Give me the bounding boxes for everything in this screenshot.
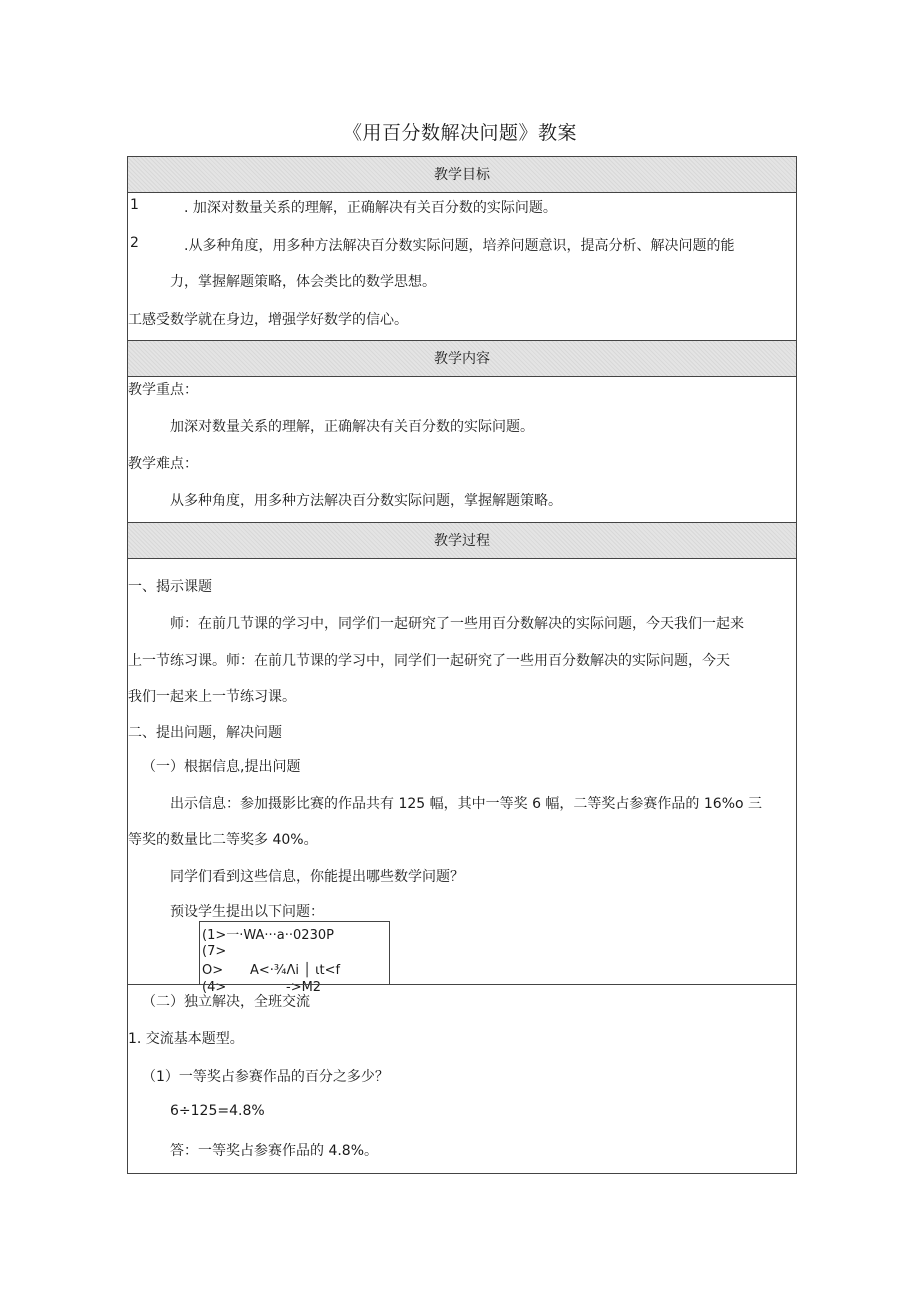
preset-question-3: O> [202, 963, 224, 978]
preset-question-4: (4> [202, 980, 227, 995]
exchange-title: 1. 交流基本题型。 [128, 1031, 244, 1047]
difficult-point-label: 教学难点： [128, 456, 198, 472]
part2-title: 二、提出问题，解决问题 [128, 725, 282, 741]
part1-line3: 我们一起来上一节练习课。 [128, 689, 296, 705]
preset-question-1: (1>一·WA···a··0230P [202, 928, 334, 943]
preset-question-2: (7> [202, 944, 227, 959]
key-point-label: 教学重点： [128, 382, 198, 398]
part1-title: 一、揭示课题 [128, 579, 212, 595]
goal-2-text-line1: .从多种角度，用多种方法解决百分数实际问题，培养问题意识，提高分析、解决问题的能 [184, 238, 735, 254]
difficult-point-text: 从多种角度，用多种方法解决百分数实际问题，掌握解题策略。 [170, 493, 562, 509]
sub1-title: （一）根据信息,提出问题 [142, 759, 301, 775]
question-1: （1）一等奖占参赛作品的百分之多少？ [142, 1069, 389, 1085]
answer: 答：一等奖占参赛作品的 4.8%。 [170, 1143, 379, 1159]
key-point-text: 加深对数量关系的理解，正确解决有关百分数的实际问题。 [170, 419, 534, 435]
calculation: 6÷125=4.8% [170, 1103, 265, 1119]
goal-1-number: 1 [130, 197, 139, 213]
divider [128, 984, 796, 985]
section-header-process: 教学过程 [128, 523, 796, 559]
part1-line2: 上一节练习课。师：在前几节课的学习中，同学们一起研究了一些用百分数解决的实际问题，今天 [128, 653, 730, 669]
page-title: 《用百分数解决问题》教案 [342, 122, 577, 144]
question-prompt: 同学们看到这些信息，你能提出哪些数学问题？ [170, 869, 464, 885]
section-header-goals: 教学目标 [128, 157, 796, 193]
lesson-plan-table [127, 156, 797, 1174]
preset-question-4-text: ->M2 [286, 980, 322, 995]
part1-line1: 师：在前几节课的学习中，同学们一起研究了一些用百分数解决的实际问题，今天我们一起来 [170, 616, 744, 632]
goal-2-number: 2 [130, 235, 139, 251]
section-header-content: 教学内容 [128, 341, 796, 377]
sub2-title: （二）独立解决，全班交流 [142, 994, 310, 1010]
goal-3-text: 工感受数学就在身边，增强学好数学的信心。 [128, 312, 408, 328]
info-line1: 出示信息：参加摄影比赛的作品共有 125 幅，其中一等奖 6 幅，二等奖占参赛作品的 16%o 三 [170, 796, 763, 812]
preset-questions-label: 预设学生提出以下问题： [170, 904, 324, 920]
preset-question-3-text: A<·¾Λi │ ιt<f [250, 963, 341, 978]
goal-2-text-line2: 力，掌握解题策略，体会类比的数学思想。 [170, 274, 436, 290]
info-line2: 等奖的数量比二等奖多 40%。 [128, 832, 318, 848]
preset-questions-box [199, 921, 390, 995]
goal-1-text: . 加深对数量关系的理解，正确解决有关百分数的实际问题。 [184, 200, 557, 216]
